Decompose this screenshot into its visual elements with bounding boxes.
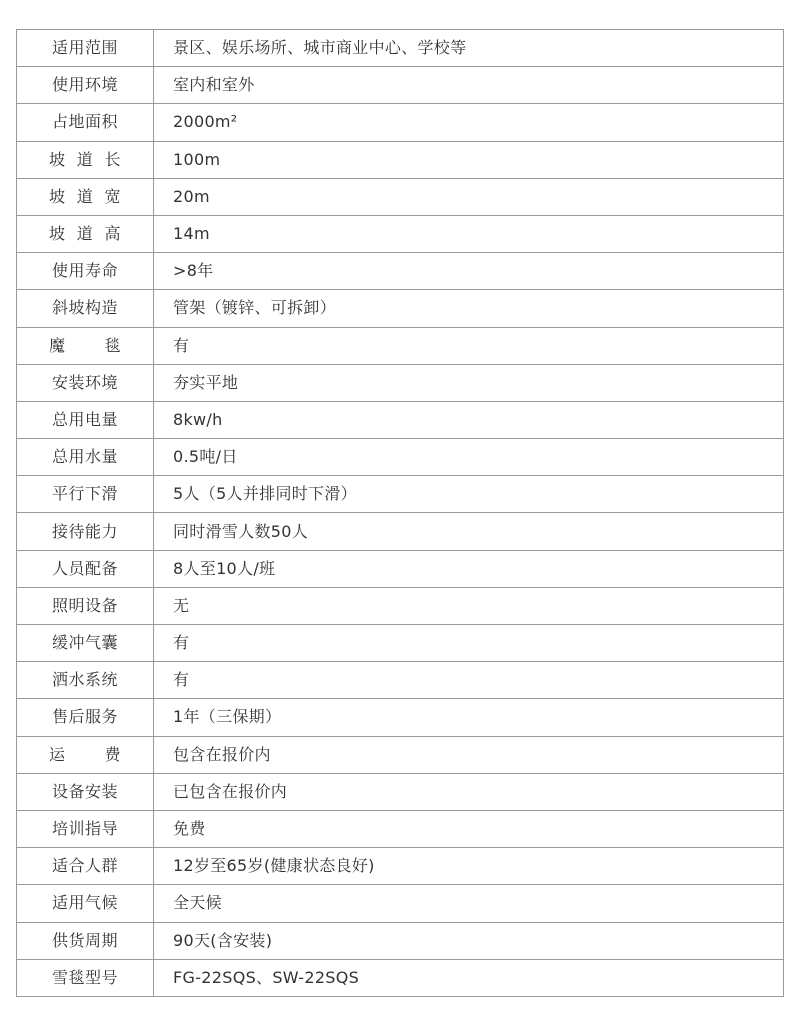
spec-label: 安装环境 [51, 372, 118, 392]
table-row [17, 215, 784, 252]
spec-label-cell [17, 178, 154, 215]
spec-label: 平行下滑 [51, 484, 118, 504]
spec-label-cell [17, 104, 154, 141]
spec-label: 适用范围 [51, 38, 118, 58]
spec-label-cell [17, 736, 154, 773]
table-row [17, 736, 784, 773]
spec-label-cell [17, 364, 154, 401]
spec-value: >8年 [154, 253, 784, 290]
spec-label-cell [17, 215, 154, 252]
table-row [17, 290, 784, 327]
spec-label-cell [17, 550, 154, 587]
spec-label: 总用水量 [51, 447, 118, 467]
table-row [17, 587, 784, 624]
spec-label-cell [17, 67, 154, 104]
table-row [17, 662, 784, 699]
spec-value: 室内和室外 [154, 67, 784, 104]
table-row [17, 625, 784, 662]
spec-label-cell [17, 30, 154, 67]
spec-value: 12岁至65岁(健康状态良好) [154, 848, 784, 885]
table-row [17, 513, 784, 550]
table-row [17, 773, 784, 810]
spec-label: 占地面积 [51, 112, 118, 132]
spec-table-body [17, 30, 784, 997]
spec-value: 8人至10人/班 [154, 550, 784, 587]
spec-value: 5人（5人并排同时下滑） [154, 476, 784, 513]
spec-label-cell [17, 922, 154, 959]
spec-label: 培训指导 [51, 819, 118, 839]
spec-label: 斜坡构造 [51, 298, 118, 318]
table-row [17, 30, 784, 67]
spec-label-cell [17, 253, 154, 290]
table-row [17, 550, 784, 587]
spec-value: 管架（镀锌、可拆卸） [154, 290, 784, 327]
spec-label: 总用电量 [51, 409, 118, 429]
spec-label-cell [17, 476, 154, 513]
table-row [17, 178, 784, 215]
spec-value: 免费 [154, 810, 784, 847]
spec-value: 有 [154, 662, 784, 699]
spec-label-cell [17, 662, 154, 699]
spec-value: 2000m² [154, 104, 784, 141]
spec-value: 有 [154, 625, 784, 662]
spec-value: 100m [154, 141, 784, 178]
spec-label: 运 费 [49, 744, 121, 764]
spec-label: 适用气候 [51, 893, 118, 913]
spec-label-cell [17, 699, 154, 736]
spec-label: 缓冲气囊 [51, 633, 118, 653]
spec-label: 供货周期 [51, 930, 118, 950]
spec-label-cell [17, 625, 154, 662]
spec-label-cell [17, 141, 154, 178]
table-row [17, 959, 784, 996]
spec-label-cell [17, 401, 154, 438]
table-row [17, 67, 784, 104]
spec-value: FG-22SQS、SW-22SQS [154, 959, 784, 996]
spec-table [16, 29, 784, 997]
spec-label-cell [17, 513, 154, 550]
spec-label: 人员配备 [51, 558, 118, 578]
spec-label-cell [17, 885, 154, 922]
spec-value: 90天(含安装) [154, 922, 784, 959]
table-row [17, 141, 784, 178]
spec-label: 接待能力 [51, 521, 118, 541]
spec-value: 已包含在报价内 [154, 773, 784, 810]
spec-label-cell [17, 959, 154, 996]
table-row [17, 810, 784, 847]
spec-value: 同时滑雪人数50人 [154, 513, 784, 550]
spec-value: 8kw/h [154, 401, 784, 438]
spec-value: 全天候 [154, 885, 784, 922]
spec-label: 适合人群 [51, 856, 118, 876]
spec-value: 20m [154, 178, 784, 215]
spec-label-cell [17, 848, 154, 885]
table-row [17, 699, 784, 736]
spec-label: 魔 毯 [49, 335, 121, 355]
spec-value: 包含在报价内 [154, 736, 784, 773]
spec-label: 使用寿命 [51, 261, 118, 281]
spec-value: 14m [154, 215, 784, 252]
table-row [17, 104, 784, 141]
spec-label: 使用环境 [51, 75, 118, 95]
spec-value: 有 [154, 327, 784, 364]
table-row [17, 885, 784, 922]
table-row [17, 253, 784, 290]
spec-value: 景区、娱乐场所、城市商业中心、学校等 [154, 30, 784, 67]
spec-label: 设备安装 [51, 781, 118, 801]
table-row [17, 401, 784, 438]
table-row [17, 439, 784, 476]
table-row [17, 476, 784, 513]
table-row [17, 922, 784, 959]
spec-label: 雪毯型号 [51, 967, 118, 987]
spec-value: 0.5吨/日 [154, 439, 784, 476]
spec-label-cell [17, 587, 154, 624]
spec-label-cell [17, 327, 154, 364]
table-row [17, 327, 784, 364]
spec-value: 夯实平地 [154, 364, 784, 401]
spec-label-cell [17, 439, 154, 476]
spec-value: 无 [154, 587, 784, 624]
table-row [17, 364, 784, 401]
spec-value: 1年（三保期） [154, 699, 784, 736]
spec-label: 坡 道 高 [49, 224, 121, 244]
spec-label: 照明设备 [51, 595, 118, 615]
spec-label: 洒水系统 [51, 670, 118, 690]
spec-label-cell [17, 810, 154, 847]
table-row [17, 848, 784, 885]
spec-label: 售后服务 [51, 707, 118, 727]
spec-label: 坡 道 宽 [49, 186, 121, 206]
spec-label-cell [17, 773, 154, 810]
spec-label: 坡 道 长 [49, 149, 121, 169]
spec-label-cell [17, 290, 154, 327]
